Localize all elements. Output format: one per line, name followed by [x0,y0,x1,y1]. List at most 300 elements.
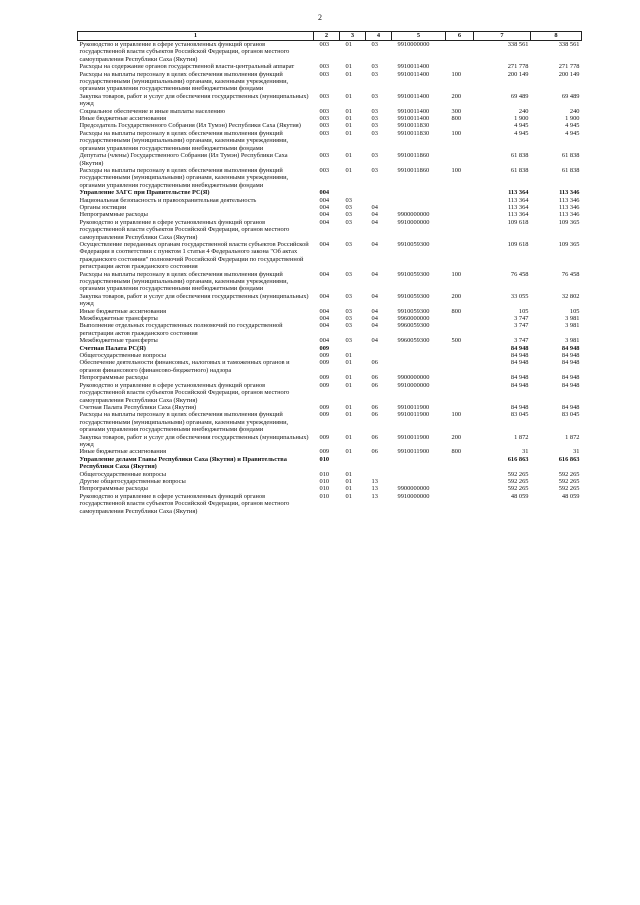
row-name: Расходы на выплаты персоналу в целях обеспечения выполнения функций государственными (муниципальными) органами, казенными учреждениями, органами управления государственными внебюджетными фондами [79,129,289,152]
column-header-1: 1 [78,32,314,41]
expense-type-code: 800 [451,307,462,315]
section-code: 01 [345,374,352,382]
table-row [78,448,582,455]
column-header-5: 5 [392,32,446,41]
ministry-code: 004 [319,218,330,226]
expense-type-code [446,352,474,359]
table-row [78,152,582,167]
amount-year-1: 76 458 [510,270,529,278]
section-code: 01 [345,115,352,123]
subsection-code: 04 [371,218,378,226]
row-name: Руководство и управление в сфере установленных функций органов государственной власти субъектов Российской Федерации, органов местного самоуправления Республики Саха (Якутия) [79,492,290,515]
amount-year-2: 84 948 [561,359,580,367]
subsection-code: 03 [371,70,378,78]
subsection-code: 04 [371,307,378,315]
ministry-code: 010 [319,455,330,463]
section-code: 01 [345,477,352,485]
ministry-code: 009 [319,381,330,389]
expense-type-code [446,493,474,515]
amount-year-1: 84 948 [510,352,529,360]
row-name: Межбюджетные трансферты [79,315,158,323]
budget-table [77,31,582,515]
amount-year-1: 3 747 [514,315,529,323]
amount-year-1: 84 948 [510,403,529,411]
amount-year-1: 84 948 [510,374,529,382]
subsection-code: 06 [371,433,378,441]
section-code: 01 [345,448,352,456]
target-article-code: 9910059300 [397,307,430,315]
table-row [78,130,582,152]
amount-year-2: 48 059 [561,492,580,500]
amount-year-2: 76 458 [561,270,580,278]
row-name: Иные бюджетные ассигнования [79,307,167,315]
target-article-code: 9910011400 [397,63,430,71]
amount-year-2: 113 346 [558,211,580,219]
amount-year-2: 84 948 [561,403,580,411]
amount-year-2: 31 [573,448,580,456]
row-name: Непрограммные расходы [79,374,148,382]
ministry-code: 004 [319,270,330,278]
ministry-code: 004 [319,337,330,345]
table-row [78,345,582,352]
amount-year-1: 84 948 [510,381,529,389]
section-code: 03 [345,322,352,330]
amount-year-2: 61 838 [561,166,580,174]
target-article-code: 9910000000 [397,492,430,500]
ministry-code: 009 [319,352,330,360]
ministry-code: 009 [319,411,330,419]
row-name: Расходы на выплаты персоналу в целях обеспечения выполнения функций государственными (муниципальными) органами, казенными учреждениями, органами управления государственными внебюджетными фондами [79,166,289,189]
table-row [78,41,582,64]
expense-type-code [446,41,474,64]
subsection-code [366,456,392,471]
subsection-code: 03 [371,166,378,174]
page-number: 2 [318,13,322,22]
subsection-code: 13 [371,477,378,485]
expense-type-code [446,404,474,411]
amount-year-1: 592 265 [507,485,529,493]
ministry-code: 003 [319,41,330,48]
table-row [78,115,582,122]
ministry-code: 004 [319,189,330,197]
subsection-code [366,197,392,204]
expense-type-code [446,122,474,129]
ministry-code: 004 [319,292,330,300]
ministry-code: 009 [319,433,330,441]
section-code: 03 [345,307,352,315]
section-code: 01 [345,492,352,500]
subsection-code: 04 [371,211,378,219]
section-code: 01 [345,381,352,389]
target-article-code: 9910000000 [397,41,430,48]
section-code: 01 [345,470,352,478]
row-name: Расходы на содержание органов государственной власти-центральный аппарат [79,63,295,71]
target-article-code: 9900000000 [397,374,430,382]
ministry-code: 004 [319,196,330,204]
section-code: 01 [345,166,352,174]
expense-type-code: 100 [451,166,462,174]
subsection-code [366,345,392,352]
amount-year-2: 1 900 [565,115,580,123]
amount-year-2: 32 802 [561,292,580,300]
section-code: 01 [345,411,352,419]
table-row [78,471,582,478]
section-code: 01 [345,152,352,160]
row-name: Закупка товаров, работ и услуг для обеспечения государственных (муниципальных) нужд [79,433,309,448]
amount-year-2: 113 346 [558,203,580,211]
subsection-code: 13 [371,485,378,493]
table-row [78,271,582,293]
expense-type-code: 100 [451,129,462,137]
amount-year-2: 83 045 [561,411,580,419]
ministry-code: 009 [319,344,330,352]
table-row [78,71,582,93]
expense-type-code [446,456,474,471]
table-row [78,189,582,196]
amount-year-2: 4 945 [565,129,580,137]
ministry-code: 010 [319,485,330,493]
amount-year-1: 109 618 [507,240,529,248]
row-name: Непрограммные расходы [79,485,148,493]
expense-type-code [446,478,474,485]
expense-type-code [446,471,474,478]
target-article-code [392,204,446,211]
expense-type-code: 200 [451,433,462,441]
table-row [78,293,582,308]
table-header [78,32,582,41]
table-row [78,382,582,404]
subsection-code: 06 [371,411,378,419]
table-row [78,322,582,337]
ministry-code: 003 [319,92,330,100]
subsection-code: 03 [371,41,378,48]
expense-type-code [446,345,474,352]
subsection-code [366,471,392,478]
target-article-code: 9910011830 [397,129,430,137]
subsection-code: 04 [371,240,378,248]
ministry-code: 003 [319,129,330,137]
expense-type-code [446,204,474,211]
amount-year-2: 592 265 [558,477,580,485]
expense-type-code: 200 [451,292,462,300]
subsection-code: 04 [371,203,378,211]
subsection-code: 06 [371,381,378,389]
target-article-code [392,352,446,359]
ministry-code: 009 [319,403,330,411]
subsection-code: 13 [371,492,378,500]
target-article-code: 9910011400 [397,115,430,123]
amount-year-2: 3 981 [565,315,580,323]
subsection-code: 06 [371,403,378,411]
table-row [78,63,582,70]
column-header-2: 2 [314,32,340,41]
row-name: Общегосударственные вопросы [79,470,167,478]
section-code: 03 [345,337,352,345]
row-name: Руководство и управление в сфере установленных функций органов государственной власти субъектов Российской Федерации, органов местного самоуправления Республики Саха (Якутия) [79,218,290,241]
target-article-code: 9910059300 [397,240,430,248]
amount-year-2: 84 948 [561,352,580,360]
ministry-code: 009 [319,448,330,456]
table-row [78,308,582,315]
row-name: Закупка товаров, работ и услуг для обеспечения государственных (муниципальных) нужд [79,292,309,308]
row-name: Осуществление переданных органам государственной власти субъектов Российской Федерации в соответствии с пунктом 1 статьи 4 Федерального закона "Об актах гражданского состояния" полномочий Российской Федерации по государственной регистрации актов гражданского состояния [79,240,309,271]
amount-year-2: 240 [569,107,580,115]
expense-type-code [446,152,474,167]
table-body [78,41,582,516]
row-name: Общегосударственные вопросы [79,352,167,360]
subsection-code: 04 [371,270,378,278]
row-name: Закупка товаров, работ и услуг для обеспечения государственных (муниципальных) нужд [79,92,309,108]
ministry-code: 003 [319,107,330,115]
amount-year-1: 592 265 [507,470,529,478]
ministry-code: 003 [319,152,330,160]
target-article-code: 9910011400 [397,107,430,115]
column-number-row [78,32,582,41]
row-name: Депутаты (члены) Государственного Собрания (Ил Тумэн) Республики Саха (Якутия) [79,152,288,167]
amount-year-2: 592 265 [558,485,580,493]
ministry-code: 009 [319,359,330,367]
table-row [78,434,582,449]
row-name: Непрограммные расходы [79,211,148,219]
amount-year-1: 105 [518,307,529,315]
section-code: 03 [345,270,352,278]
target-article-code: 9900000000 [397,211,430,219]
target-article-code: 9960059300 [397,322,430,330]
column-header-4: 4 [366,32,392,41]
amount-year-1: 113 364 [507,211,529,219]
expense-type-code: 300 [451,107,462,115]
section-code: 01 [345,107,352,115]
section-code: 01 [345,352,352,360]
ministry-code: 004 [319,307,330,315]
target-article-code: 9910011400 [397,70,430,78]
row-name: Национальная безопасность и правоохранительная деятельность [79,196,257,204]
table-row [78,456,582,471]
expense-type-code: 800 [451,115,462,123]
target-article-code: 9910011830 [397,122,430,130]
section-code: 01 [345,63,352,71]
expense-type-code: 800 [451,448,462,456]
amount-year-1: 4 945 [514,129,529,137]
section-code: 01 [345,92,352,100]
expense-type-code: 100 [451,70,462,78]
subsection-code [366,189,392,196]
table-row [78,493,582,515]
table-row [78,352,582,359]
section-code: 01 [345,41,352,48]
amount-year-2: 1 872 [565,433,580,441]
ministry-code: 004 [319,203,330,211]
row-name: Иные бюджетные ассигнования [79,115,167,123]
table-row [78,478,582,485]
table-row [78,93,582,108]
amount-year-1: 83 045 [510,411,529,419]
amount-year-1: 31 [522,448,529,456]
target-article-code: 9910011860 [397,166,430,174]
row-name: Руководство и управление в сфере установленных функций органов государственной власти субъектов Российской Федерации, органов местного самоуправления Республики Саха (Якутия) [79,381,290,404]
column-header-7: 7 [474,32,531,41]
target-article-code: 9900000000 [397,485,430,493]
section-code: 03 [345,211,352,219]
subsection-code: 04 [371,292,378,300]
row-name: Социальное обеспечение и иные выплаты населению [79,107,226,115]
section-code: 03 [345,292,352,300]
amount-year-1: 592 265 [507,477,529,485]
table-row [78,241,582,271]
target-article-code: 9910011900 [397,403,430,411]
amount-year-1: 61 838 [510,166,529,174]
expense-type-code [446,485,474,492]
target-article-code: 9910059300 [397,292,430,300]
subsection-code: 03 [371,63,378,71]
expense-type-code [446,315,474,322]
table-row [78,337,582,344]
expense-type-code [446,241,474,271]
target-article-code: 9910011860 [397,152,430,160]
table-row [78,197,582,204]
section-code: 01 [345,485,352,493]
ministry-code: 010 [319,477,330,485]
amount-year-1: 84 948 [510,344,529,352]
amount-year-1: 113 364 [508,189,529,197]
section-code [340,456,366,471]
subsection-code: 03 [371,129,378,137]
amount-year-1: 33 055 [510,292,529,300]
amount-year-1: 3 747 [514,337,529,345]
table-row [78,219,582,241]
amount-year-2: 113 346 [558,196,580,204]
target-article-code: 9910011900 [397,433,430,441]
amount-year-2: 592 265 [558,470,580,478]
ministry-code: 004 [319,211,330,219]
amount-year-2: 105 [569,307,580,315]
row-name: Другие общегосударственные вопросы [79,477,186,485]
ministry-code: 010 [319,470,330,478]
amount-year-1: 200 149 [507,70,529,78]
subsection-code: 06 [371,448,378,456]
amount-year-2: 271 778 [558,63,580,71]
expense-type-code [446,382,474,404]
subsection-code: 03 [371,152,378,160]
section-code: 01 [345,359,352,367]
ministry-code: 003 [319,63,330,71]
column-header-3: 3 [340,32,366,41]
expense-type-code: 200 [451,92,462,100]
table-row [78,122,582,129]
amount-year-1: 1 900 [514,115,529,123]
row-name: Обеспечение деятельности финансовых, налоговых и таможенных органов и органов финансового (финансово-бюджетного) надзора [79,359,290,374]
row-name: Счетная Палата Республики Саха (Якутия) [79,403,197,411]
amount-year-2: 61 838 [561,152,580,160]
expense-type-code [446,63,474,70]
table-row [78,315,582,322]
section-code: 03 [345,218,352,226]
amount-year-2: 84 948 [561,381,580,389]
section-code [340,345,366,352]
target-article-code [392,456,446,471]
ministry-code: 003 [319,122,330,130]
ministry-code: 003 [319,166,330,174]
expense-type-code [446,374,474,381]
amount-year-2: 3 981 [565,322,580,330]
subsection-code: 04 [371,315,378,323]
amount-year-2: 113 346 [559,189,580,197]
section-code: 01 [345,129,352,137]
subsection-code: 04 [371,322,378,330]
row-name: Расходы на выплаты персоналу в целях обеспечения выполнения функций государственными (муниципальными) органами, казенными учреждениями, органами управления государственными внебюджетными фондами [79,270,289,293]
ministry-code: 003 [319,70,330,78]
table-row [78,167,582,189]
section-code: 01 [345,433,352,441]
row-name: Расходы на выплаты персоналу в целях обеспечения выполнения функций государственными (муниципальными) органами, казенными учреждениями, органами управления государственными внебюджетными фондами [79,70,289,93]
amount-year-1: 338 561 [507,41,529,48]
table-row [78,404,582,411]
ministry-code: 004 [319,315,330,323]
amount-year-2: 69 489 [561,92,580,100]
expense-type-code [446,219,474,241]
subsection-code [366,352,392,359]
column-header-8: 8 [531,32,582,41]
row-name: Управление делами Главы Республики Саха (Якутия) и Правительства Республики Саха (Якутия) [79,455,287,471]
ministry-code: 004 [319,322,330,330]
target-article-code: 9960059300 [397,337,430,345]
amount-year-1: 616 863 [507,455,529,463]
amount-year-2: 338 561 [558,41,580,48]
amount-year-1: 69 489 [510,92,529,100]
section-code: 03 [345,315,352,323]
subsection-code: 03 [371,92,378,100]
section-code: 01 [345,70,352,78]
ministry-code: 009 [319,374,330,382]
subsection-code: 06 [371,374,378,382]
amount-year-2: 109 365 [558,218,580,226]
expense-type-code: 100 [451,411,462,419]
table-row [78,211,582,218]
target-article-code: 9960000000 [397,315,430,323]
amount-year-1: 48 059 [510,492,529,500]
expense-type-code: 100 [451,270,462,278]
row-name: Управление ЗАГС при Правительстве РС(Я) [79,189,210,197]
amount-year-1: 84 948 [510,359,529,367]
expense-type-code [446,189,474,196]
section-code: 03 [345,240,352,248]
row-name: Выполнение отдельных государственных полномочий по государственной регистрации актов гражданского состояния [79,322,283,337]
target-article-code: 9910059300 [397,270,430,278]
target-article-code [392,345,446,352]
expense-type-code [446,359,474,374]
row-name: Межбюджетные трансферты [79,337,158,345]
ministry-code: 010 [319,492,330,500]
expense-type-code: 500 [451,337,462,345]
target-article-code [392,471,446,478]
table-row [78,204,582,211]
amount-year-1: 109 618 [507,218,529,226]
target-article-code: 9910011400 [397,92,430,100]
amount-year-2: 616 863 [558,455,580,463]
subsection-code: 03 [371,115,378,123]
target-article-code [392,478,446,485]
amount-year-1: 61 838 [510,152,529,160]
table-row [78,485,582,492]
row-name: Руководство и управление в сфере установленных функций органов государственной власти субъектов Российской Федерации, органов местного самоуправления Республики Саха (Якутия) [79,41,290,63]
amount-year-1: 113 364 [507,196,529,204]
amount-year-2: 4 945 [565,122,580,130]
amount-year-1: 113 364 [507,203,529,211]
section-code: 03 [345,203,352,211]
subsection-code: 06 [371,359,378,367]
amount-year-1: 3 747 [514,322,529,330]
section-code: 01 [345,403,352,411]
